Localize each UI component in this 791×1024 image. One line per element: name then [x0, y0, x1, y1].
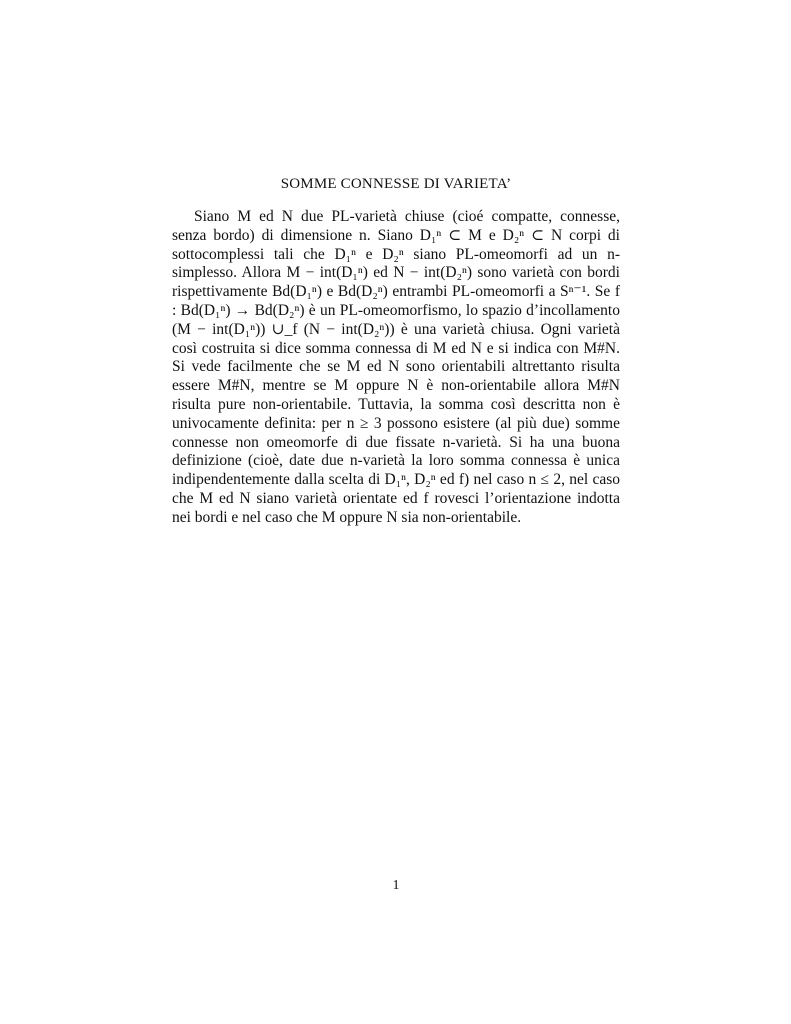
section-title: SOMME CONNESSE DI VARIETA’	[280, 176, 512, 192]
page-number: 1	[392, 878, 400, 893]
body-paragraph: Siano M ed N due PL-varietà chiuse (cioé compatte, connesse, senza bordo) di dimensione n. Siano D₁ⁿ ⊂ M e D₂ⁿ ⊂ N corpi di sottocomplessi tali che D₁ⁿ e D₂ⁿ siano PL-omeomorfi ad un n-simplesso. Allora M − int(D₁ⁿ) ed N − int(D₂ⁿ) sono varietà con bordi rispettivamente Bd(D₁ⁿ) e Bd(D₂ⁿ) entrambi PL-omeomorfi a Sⁿ⁻¹. Se f : Bd(D₁ⁿ) → Bd(D₂ⁿ) è un PL-omeomorfismo, lo spazio d’incollamento (M − int(D₁ⁿ)) ∪_f (N − int(D₂ⁿ)) è una varietà chiusa. Ogni varietà così costruita si dice somma connessa di M ed N e si indica con M#N. Si vede facilmente che se M ed N sono orientabili altrettanto risulta essere M#N, mentre se M oppure N è non-orientabile allora M#N risulta pure non-orientabile. Tuttavia, la somma così descritta non è univocamente definita: per n ≥ 3 possono esistere (al più due) somme connesse non omeomorfe di due fissate n-varietà. Si ha una buona definizione (cioè, date due n-varietà la loro somma connessa è unica indipendentemente dalla scelta di D₁ⁿ, D₂ⁿ ed f) nel caso n ≤ 2, nel caso che M ed N siano varietà orientate ed f rovesci l’orientazione indotta nei bordi e nel caso che M oppure N sia non-orientabile.	[172, 208, 620, 526]
